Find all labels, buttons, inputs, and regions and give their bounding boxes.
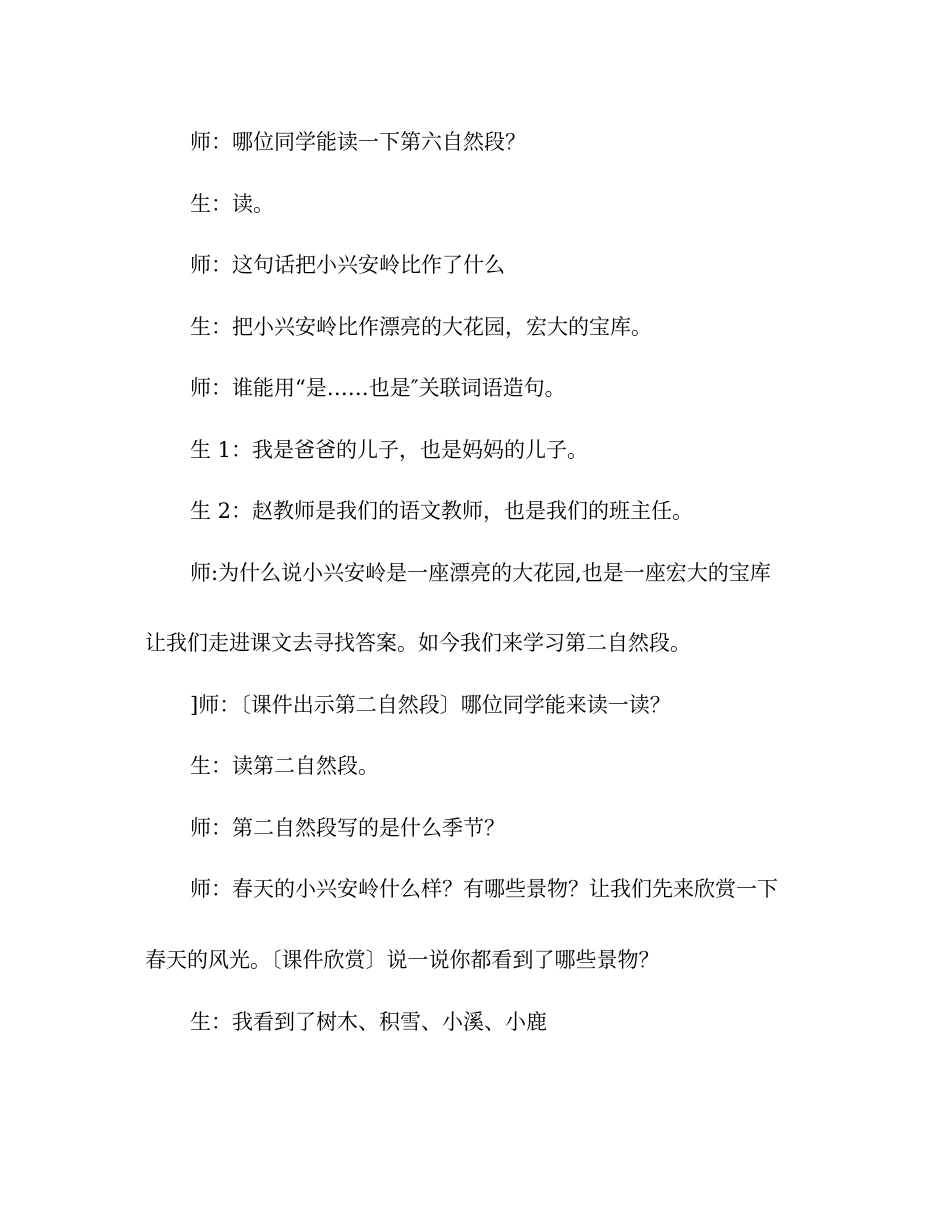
- text-line: 生：把小兴安岭比作漂亮的大花园，宏大的宝库。: [190, 315, 652, 339]
- text-line: 春天的风光。〔课件欣赏〕说一说你都看到了哪些景物？: [145, 948, 660, 972]
- text-line: 师：春天的小兴安岭什么样？有哪些景物？让我们先来欣赏一下: [190, 877, 778, 901]
- text-line: 生：读。: [190, 192, 274, 216]
- text-line: 生：我看到了树木、积雪、小溪、小鹿: [190, 1010, 547, 1034]
- text-line: 师：这句话把小兴安岭比作了什么: [190, 253, 505, 277]
- text-line: 让我们走进课文去寻找答案。如今我们来学习第二自然段。: [145, 631, 691, 655]
- text-line: 师：谁能用“是……也是″关联词语造句。: [190, 376, 566, 400]
- text-line: 师：哪位同学能读一下第六自然段？: [190, 130, 526, 154]
- text-line: ]师：〔课件出示第二自然段〕哪位同学能来读一读？: [190, 693, 671, 717]
- text-line: 师:为什么说小兴安岭是一座漂亮的大花园,也是一座宏大的宝库: [190, 561, 771, 585]
- text-line: 生 2：赵教师是我们的语文教师，也是我们的班主任。: [190, 499, 694, 523]
- text-line: 生：读第二自然段。: [190, 754, 379, 778]
- text-line: 师：第二自然段写的是什么季节？: [190, 816, 505, 840]
- text-line: 生 1：我是爸爸的儿子，也是妈妈的儿子。: [190, 438, 589, 462]
